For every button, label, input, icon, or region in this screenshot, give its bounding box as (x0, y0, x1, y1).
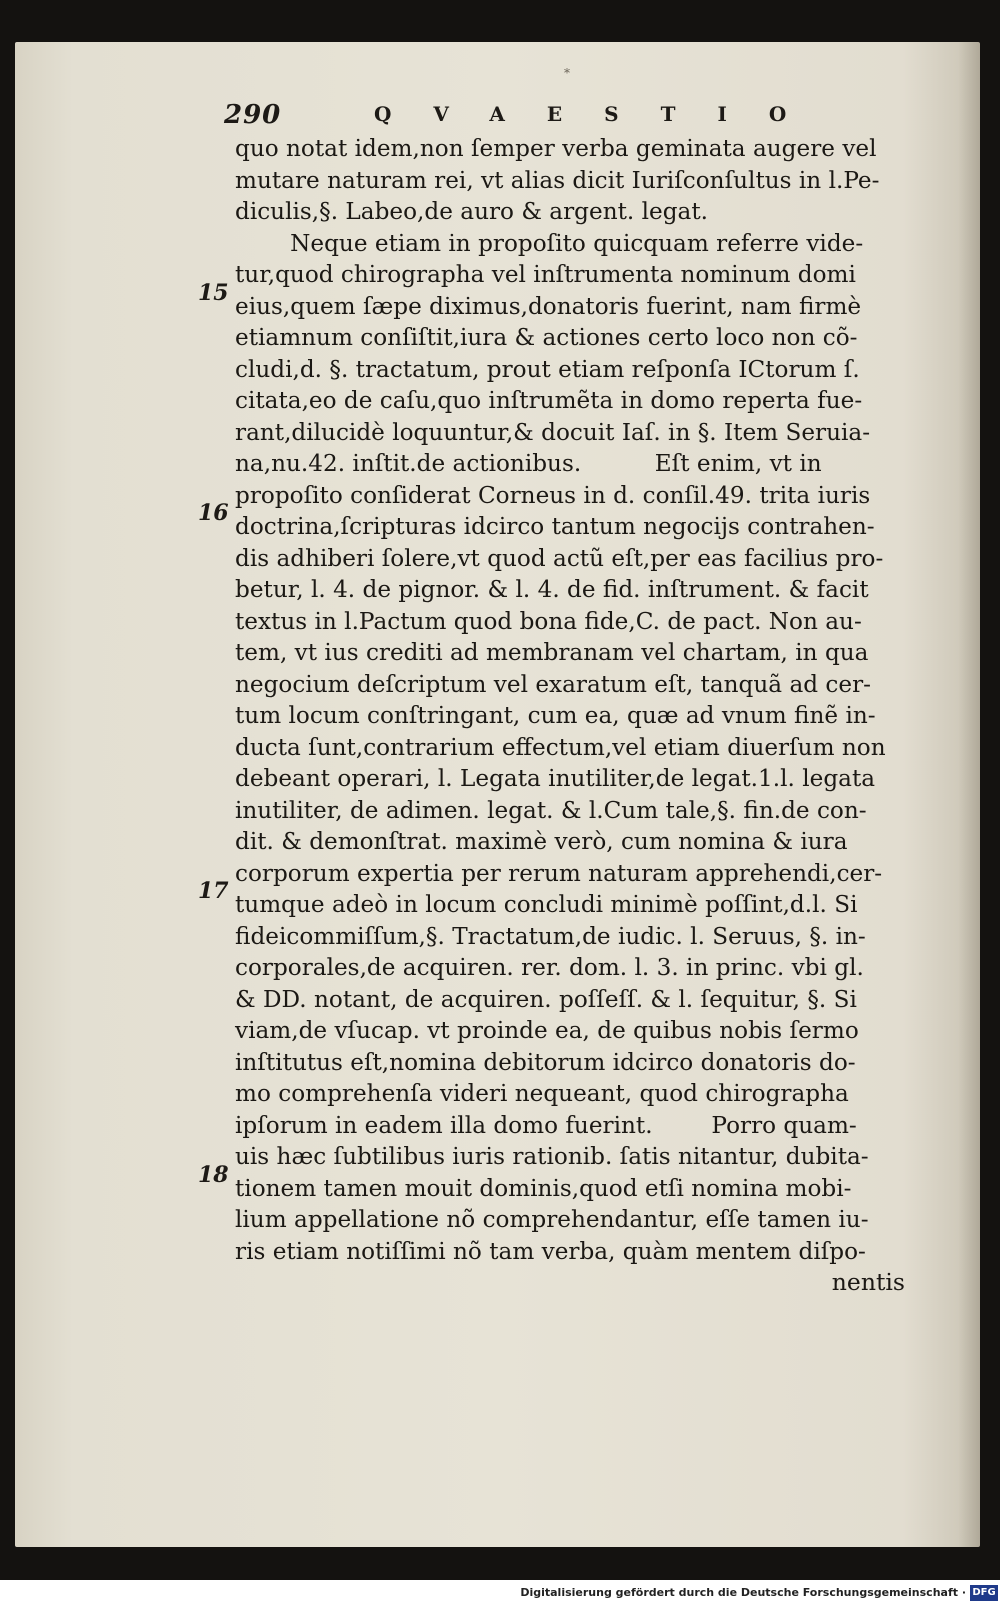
text-line: quo notat idem,non ſemper verba geminata augere vel (235, 134, 877, 162)
text-line: textus in l.Pactum quod bona fide,C. de pact. Non au- (235, 606, 862, 635)
footer-bar (0, 1582, 1000, 1607)
text-line: tur,quod chirographa vel inſtrumenta nominum domi (235, 260, 856, 288)
page-header (224, 96, 829, 136)
text-line: ris etiam notiſſimi nõ tam verba, quàm mentem diſpo- (235, 1236, 866, 1265)
running-head: QVAESTIO (374, 102, 829, 126)
text-line: tem, vt ius crediti ad membranam vel chartam, in qua (235, 638, 869, 666)
text-line: ipſorum in eadem illa domo fuerint. Porro quam- (235, 1110, 857, 1139)
text-line: doctrina,ſcripturas idcirco tantum negocijs contrahen- (235, 512, 875, 540)
text-line: ducta ſunt,contrarium effectum,vel etiam diuerſum non (235, 732, 886, 761)
text-line: propoſito conſiderat Corneus in d. conſil.49. trita iuris (235, 480, 871, 509)
text-line: na,nu.42. inſtit.de actionibus. Eſt enim, vt in (235, 449, 822, 477)
text-line: betur, l. 4. de pignor. & l. 4. de fid. inſtrument. & facit (235, 575, 869, 603)
text-line: lium appellatione nõ comprehendantur, eſſe tamen iu- (235, 1205, 869, 1233)
text-line: corporum expertia per rerum naturam apprehendi,cer- (235, 858, 883, 887)
text-line: mo comprehenſa videri nequeant, quod chirographa (235, 1079, 849, 1107)
text-line: fideicommiſſum,§. Tractatum,de iudic. l. Seruus, §. in- (235, 921, 866, 950)
margin-number: 15 (198, 280, 229, 306)
text-line: corporales,de acquiren. rer. dom. l. 3. in princ. vbi gl. (235, 953, 864, 981)
text-line: tumque adeò in locum concludi minimè poſſint,d.l. Si (235, 890, 858, 918)
text-line: negocium deſcriptum vel exaratum eſt, tanquã ad cer- (235, 669, 871, 698)
body-text (235, 133, 905, 1299)
text-line: rant,dilucidè loquuntur,& docuit Iaſ. in §. Item Seruia- (235, 417, 871, 446)
text-line: eius,quem ſæpe diximus,donatoris fuerint, nam firmè (235, 291, 862, 320)
text-line: inſtitutus eſt,nomina debitorum idcirco donatoris do- (235, 1047, 856, 1076)
margin-number: 18 (198, 1162, 229, 1188)
text-line: Neque etiam in propoſito quicquam referre vide- (290, 228, 864, 257)
text-line: tum locum conſtringant, cum ea, quæ ad vnum finẽ in- (235, 701, 876, 729)
dfg-logo-icon: DFG (970, 1585, 998, 1601)
text-line: uis hæc ſubtilibus iuris rationib. ſatis nitantur, dubita- (235, 1142, 869, 1170)
text-line: dit. & demonſtrat. maximè verò, cum nomina & iura (235, 827, 848, 855)
text-line: tionem tamen mouit dominis,quod etſi nomina mobi- (235, 1173, 852, 1202)
page-gutter-shadow (958, 42, 980, 1547)
margin-number: 16 (198, 500, 229, 526)
text-line: inutiliter, de adimen. legat. & l.Cum tale,§. fin.de con- (235, 795, 867, 824)
text-line: etiamnum conſiſtit,iura & actiones certo loco non cõ- (235, 323, 858, 351)
text-line: mutare naturam rei, vt alias dicit Iuriſconſultus in l.Pe- (235, 165, 880, 194)
page-mark: * (564, 66, 570, 80)
page-number: 290 (224, 100, 282, 130)
text-line: diculis,§. Labeo,de auro & argent. legat. (235, 197, 709, 225)
text-line: & DD. notant, de acquiren. poſſeſſ. & l. ſequitur, §. Si (235, 984, 857, 1013)
text-line: viam,de vſucap. vt proinde ea, de quibus nobis ſermo (235, 1016, 859, 1044)
funding-credit: Digitalisierung gefördert durch die Deutsche Forschungsgemeinschaft · (520, 1586, 966, 1599)
text-line: cludi,d. §. tractatum, prout etiam reſponſa ICtorum ſ. (235, 354, 860, 383)
catchword: nentis (831, 1268, 905, 1296)
margin-number: 17 (198, 878, 229, 904)
text-line: citata,eo de caſu,quo inſtrumẽta in domo reperta fue- (235, 386, 863, 414)
text-line: dis adhiberi ſolere,vt quod actũ eſt,per eas facilius pro- (235, 543, 884, 572)
text-line: debeant operari, l. Legata inutiliter,de legat.1.l. legata (235, 764, 876, 792)
